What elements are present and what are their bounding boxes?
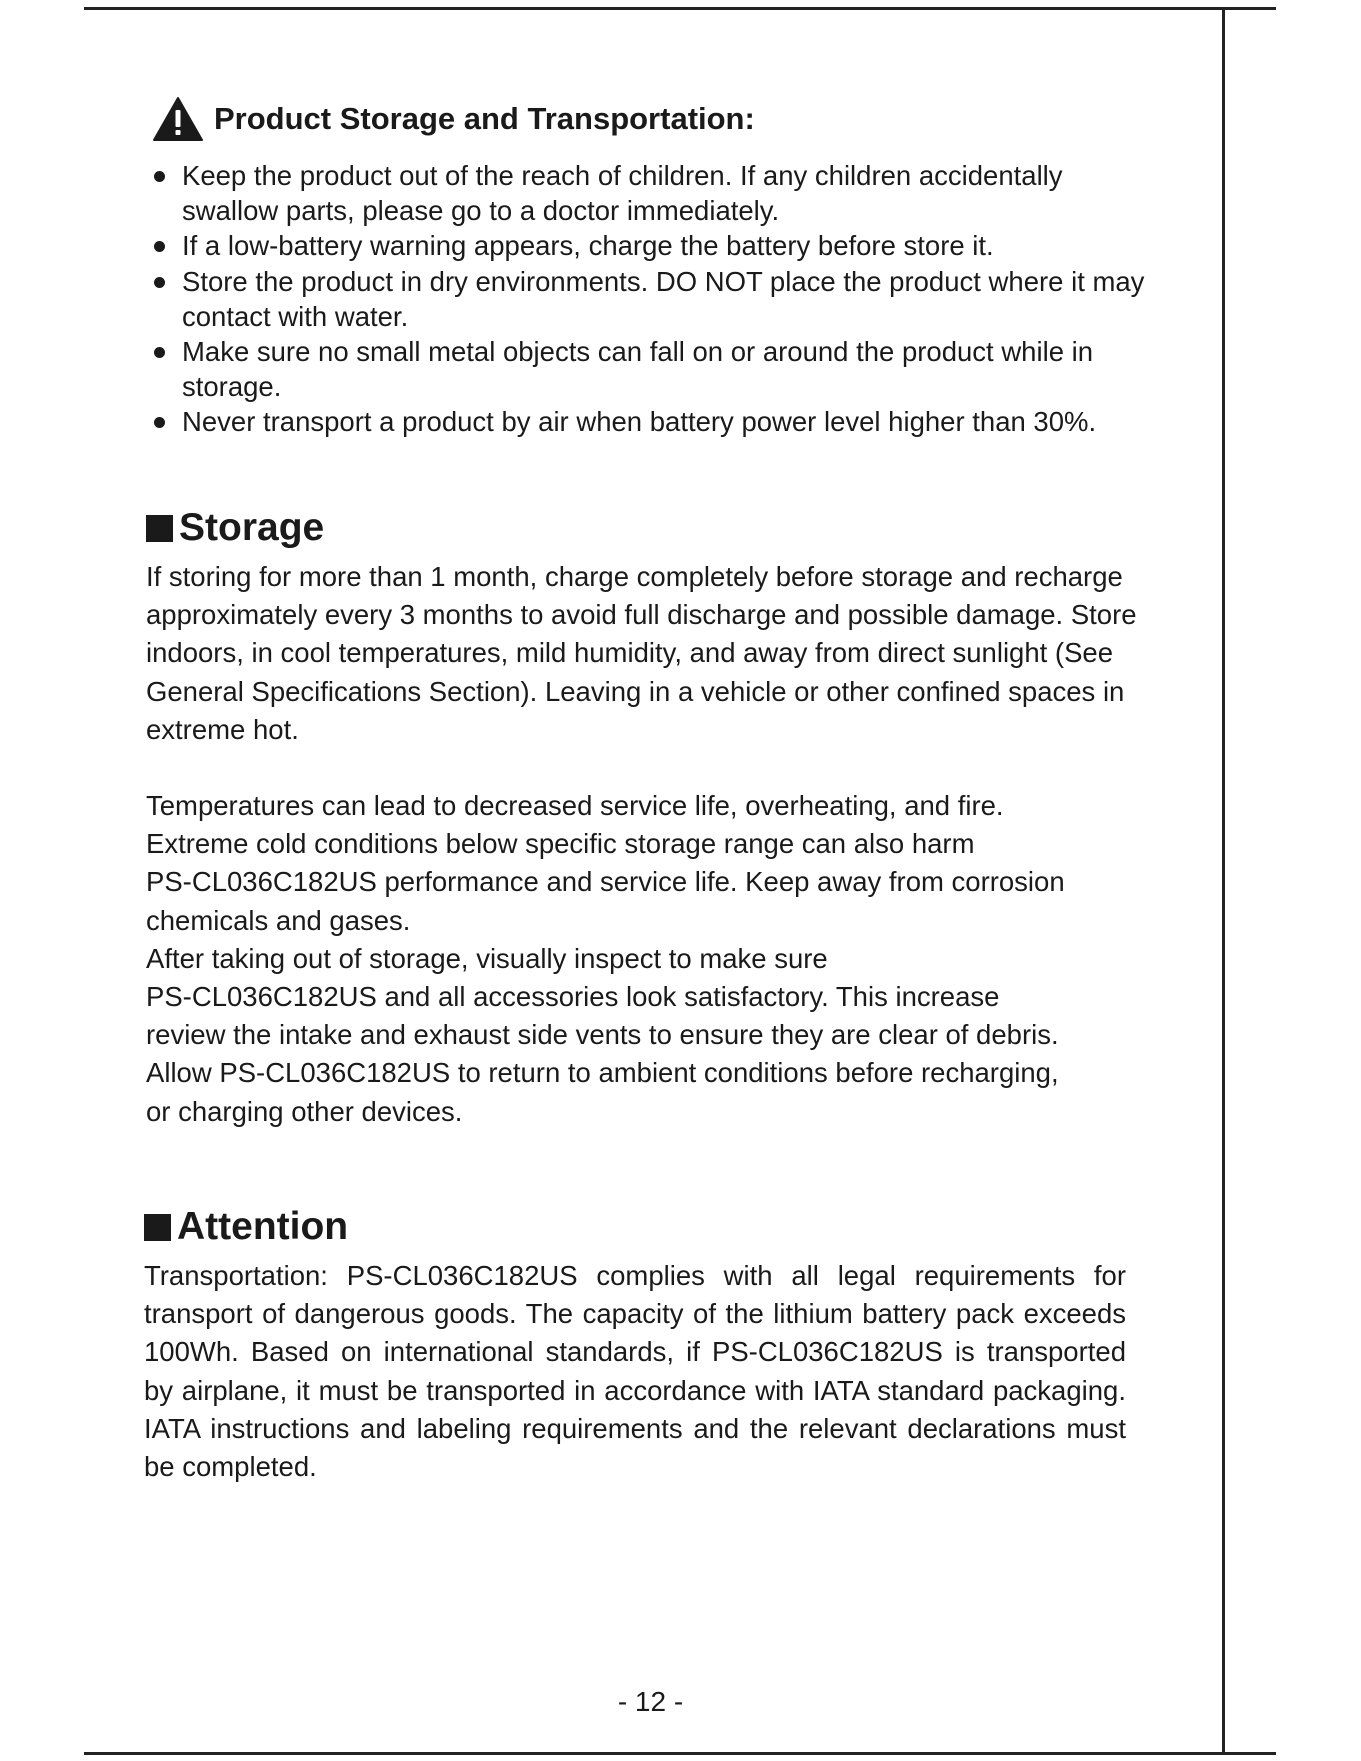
storage-paragraph-1: If storing for more than 1 month, charge completely before storage and recharge approximately every 3 months to avoid full discharge and possible damage. Store indoors, in cool temperatures, mild humidity, and away from direct sunlight (See General Specifications Section). Leaving in a vehicle or other confined spaces in extreme hot. (146, 561, 1137, 745)
black-square-icon (144, 1214, 171, 1241)
warning-triangle-icon (152, 96, 204, 142)
bullet-dot (154, 347, 165, 358)
bottom-rule (84, 1752, 1276, 1755)
warning-bullet-list (152, 158, 1152, 440)
storage-line: Allow PS-CL036C182US to return to ambient conditions before recharging, (146, 1057, 1059, 1089)
bullet-item (152, 334, 1152, 404)
storage-line: PS-CL036C182US performance and service life. Keep away from corrosion (146, 866, 1065, 898)
bullet-text: Never transport a product by air when battery power level higher than 30%. (182, 406, 1097, 438)
storage-line: chemicals and gases. (146, 904, 411, 936)
storage-line: Temperatures can lead to decreased service life, overheating, and fire. (146, 790, 1004, 821)
storage-line: Extreme cold conditions below specific storage range can also harm (146, 828, 975, 860)
bullet-text: Keep the product out of the reach of children. If any children accidentally swallow parts, please go to a doctor immediately. (182, 160, 1063, 227)
bullet-item (152, 228, 1152, 263)
top-rule (84, 7, 1276, 10)
attention-title: Attention (177, 1205, 349, 1248)
storage-line: PS-CL036C182US and all accessories look satisfactory. This increase (146, 981, 1000, 1013)
bullet-item (152, 404, 1152, 439)
warning-heading (152, 96, 755, 142)
right-rule (1222, 7, 1225, 1755)
bullet-text: Store the product in dry environments. DO NOT place the product where it may contact with water. (182, 265, 1145, 332)
storage-line: After taking out of storage, visually inspect to make sure (146, 942, 828, 974)
black-square-icon (146, 515, 173, 542)
bullet-text: Make sure no small metal objects can fall on or around the product while in storage. (182, 336, 1094, 403)
bullet-item (152, 158, 1152, 228)
attention-heading (144, 1205, 348, 1249)
storage-paragraph-2 (146, 787, 1146, 1131)
bullet-text: If a low-battery warning appears, charge the battery before store it. (182, 230, 994, 262)
page-number: - 12 - (617, 1686, 684, 1717)
storage-title: Storage (179, 506, 325, 549)
attention-paragraph: Transportation: PS-CL036C182US complies with all legal requirements for transport of dangerous goods. The capacity of the lithium battery pack exceeds 100Wh. Based on international standards, if PS-CL036C182US is transported by airplane, it must be transported in accordance with IATA standard packaging. IATA instructions and labeling requirements and the relevant declarations must be completed. (144, 1260, 1126, 1483)
storage-line: or charging other devices. (146, 1095, 463, 1127)
bullet-dot (154, 417, 165, 428)
storage-line: review the intake and exhaust side vents to ensure they are clear of debris. (146, 1019, 1059, 1051)
storage-heading (146, 506, 324, 550)
bullet-dot (154, 171, 165, 182)
warning-title: Product Storage and Transportation: (214, 101, 755, 136)
bullet-dot (154, 241, 165, 252)
bullet-item (152, 264, 1152, 334)
bullet-dot (154, 277, 165, 288)
